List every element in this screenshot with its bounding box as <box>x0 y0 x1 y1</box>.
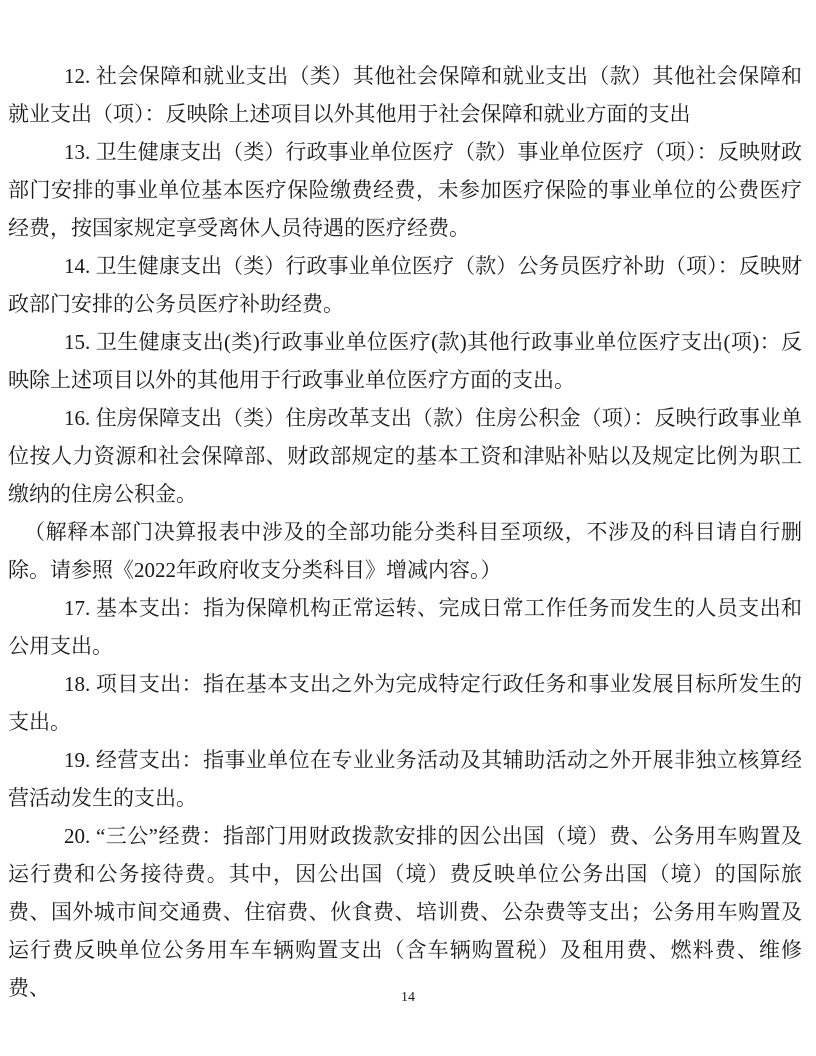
paragraph-editor-note: （解释本部门决算报表中涉及的全部功能分类科目至项级，不涉及的科目请自行删除。请参照《2022年政府收支分类科目》增减内容。） <box>8 520 802 582</box>
paragraph-item-19: 19. 经营支出：指事业单位在专业业务活动及其辅助活动之外开展非独立核算经营活动发生的支出。 <box>8 748 802 810</box>
paragraph-item-18: 18. 项目支出：指在基本支出之外为完成特定行政任务和事业发展目标所发生的支出。 <box>8 672 802 734</box>
paragraph-item-12: 12. 社会保障和就业支出（类）其他社会保障和就业支出（款）其他社会保障和就业支出（项）：反映除上述项目以外其他用于社会保障和就业方面的支出 <box>8 64 802 126</box>
paragraph-item-20: 20. “三公”经费：指部门用财政拨款安排的因公出国（境）费、公务用车购置及运行费和公务接待费。其中，因公出国（境）费反映单位公务出国（境）的国际旅费、国外城市间交通费、住宿费、伙食费、培训费、公杂费等支出；公务用车购置及运行费反映单位公务用车车辆购置支出（含车辆购置税）及租用费、燃料费、维修费、 <box>8 824 802 1000</box>
paragraph-item-14: 14. 卫生健康支出（类）行政事业单位医疗（款）公务员医疗补助（项）：反映财政部门安排的公务员医疗补助经费。 <box>8 254 802 316</box>
paragraph-item-16: 16. 住房保障支出（类）住房改革支出（款）住房公积金（项）：反映行政事业单位按人力资源和社会保障部、财政部规定的基本工资和津贴补贴以及规定比例为职工缴纳的住房公积金。 <box>8 406 802 506</box>
paragraph-item-17: 17. 基本支出：指为保障机构正常运转、完成日常工作任务而发生的人员支出和公用支出。 <box>8 596 802 658</box>
paragraph-item-15: 15. 卫生健康支出(类)行政事业单位医疗(款)其他行政事业单位医疗支出(项)：反映除上述项目以外的其他用于行政事业单位医疗方面的支出。 <box>8 330 802 392</box>
page-number: 14 <box>401 990 415 1005</box>
paragraph-item-13: 13. 卫生健康支出（类）行政事业单位医疗（款）事业单位医疗（项）：反映财政部门安排的事业单位基本医疗保险缴费经费，未参加医疗保险的事业单位的公费医疗经费，按国家规定享受离休人员待遇的医疗经费。 <box>8 140 802 240</box>
